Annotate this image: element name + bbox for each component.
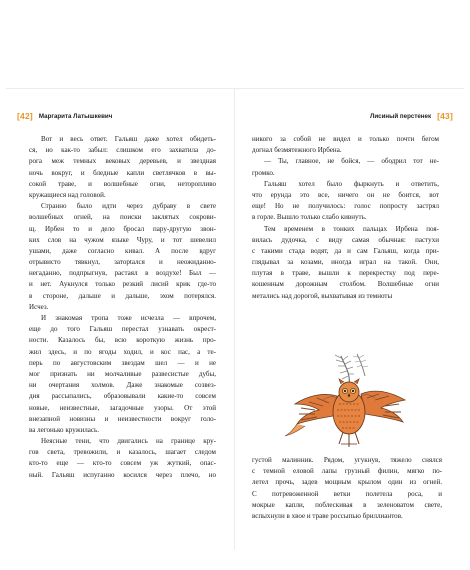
text-line: глядывал за козами, иногда играл на такой. Они, bbox=[252, 258, 439, 267]
left-page-header bbox=[17, 110, 112, 122]
text-line: перь по августовским звездам шел — и не bbox=[29, 358, 216, 367]
text-line: ушами, даже согласно кивал. А после вдруг bbox=[29, 246, 216, 255]
text-line: Странно было идти через дубраву в свете bbox=[41, 202, 216, 211]
left-page bbox=[0, 90, 235, 550]
text-line: кто-то еще — кто-то совсем уж жуткий, опас- bbox=[29, 459, 216, 468]
text-line: ва легонько кружилась. bbox=[29, 425, 100, 434]
right-page-number: [43] bbox=[437, 111, 453, 121]
text-line: Неясные тени, что двигались на границе кру- bbox=[41, 437, 216, 446]
owl-drawing bbox=[279, 352, 419, 450]
text-line: густой малинник. Рядом, угукнув, тяжело снялся bbox=[252, 456, 442, 464]
text-line: громко. bbox=[252, 168, 275, 177]
text-line: ный. Гальяш испуганно косился через плечо, но bbox=[29, 470, 216, 479]
text-line: внезапной новизны и неизвестности вокруг голо- bbox=[29, 414, 216, 423]
text-line: летел прочь, задев мощным крылом один из огней. bbox=[252, 478, 442, 487]
text-line: И знакомая тропа тоже исчезла — впрочем, bbox=[41, 314, 216, 322]
text-line: Вот и весь ответ. Гальяш даже хотел обидеть- bbox=[41, 135, 216, 143]
text-line: метались над дорогой, выхватывая из темноты bbox=[252, 291, 393, 300]
text-line: мокрые капли, поблескивая в зеленоватом свете, bbox=[252, 500, 442, 509]
left-page-text bbox=[29, 134, 216, 481]
text-line: плутая в траве, вышли к перекрестку под пере- bbox=[252, 269, 439, 278]
text-line: новые, неизвестные, загадочные узоры. От этой bbox=[29, 403, 216, 412]
text-line: ся, но как-то забыл: слишком его захватила до- bbox=[29, 146, 216, 155]
text-line: волшебных огней, на поиски заклятых сокрови- bbox=[29, 213, 216, 222]
text-line: в горле. Вышло только слабо кивнуть. bbox=[252, 213, 367, 222]
text-line: ких слов на чужом языке Чуру, и тот шевелил bbox=[29, 235, 216, 244]
text-line: еще до того Гальяш перестал узнавать окрест- bbox=[29, 325, 216, 334]
text-line: догнал безмятежного Ирбена. bbox=[252, 146, 342, 155]
right-page bbox=[235, 90, 470, 550]
text-line: гов света, тревожили, и казалось, шагает следом bbox=[29, 448, 216, 457]
text-line: в стороне, дальше и дальше, эхом потерялся. bbox=[29, 291, 216, 300]
left-page-number: [42] bbox=[17, 111, 33, 121]
text-line: с такими стада водят, да и сам Гальяш, когда при- bbox=[252, 246, 439, 255]
text-line: ни очертания холмов. Даже знакомые созвез- bbox=[29, 381, 216, 390]
text-line: негаданно, подпрыгнув, растаял в воздухе! Был — bbox=[29, 269, 216, 278]
text-line: сокой траве, и волшебные огни, неторопливо bbox=[29, 179, 216, 188]
text-line: — Ты, главное, не бойся, — ободрил тот не- bbox=[264, 157, 439, 166]
text-line: кружащиеся над головой. bbox=[29, 190, 106, 199]
text-line: жил здесь, и по ягоды ходил, и кос пас, а те- bbox=[29, 347, 216, 356]
text-line: кошенным дорожным столбом. Волшебные огни bbox=[252, 280, 439, 289]
text-line: что ерунда это все, ничего он не боится, вот bbox=[252, 190, 439, 199]
text-line: ности. Казалось бы, всю короткую жизнь про- bbox=[29, 336, 216, 345]
text-line: вспыхнули в хвое и траве россыпью бриллиантов. bbox=[252, 511, 403, 520]
text-line: с темной еловой лапы грузный филин, мягко по- bbox=[252, 467, 442, 476]
text-line: мог признать ни молчаливые развесистые дубы, bbox=[29, 369, 216, 378]
text-line: и нет. Аукнулся только резкий лисий крик где-то bbox=[29, 280, 216, 289]
text-line: никого за собой не видел и только почти бегом bbox=[252, 135, 439, 143]
text-line: Тем временем в тонких пальцах Ирбена поя- bbox=[264, 224, 439, 233]
text-line: Исчез. bbox=[29, 302, 49, 311]
right-page-text-lower bbox=[252, 455, 442, 522]
text-line: рога меж темных вековых деревьев, и звездная bbox=[29, 157, 216, 166]
right-page-header bbox=[370, 110, 453, 122]
text-line: еще! Но не получилось: голос попросту застрял bbox=[252, 202, 439, 211]
text-line: С потревоженной ветки полетела роса, и bbox=[252, 489, 442, 498]
text-line: вилась дудочка, с виду самая обычная: пастухи bbox=[252, 235, 439, 244]
text-line: Гальяш хотел было фыркнуть и ответить, bbox=[264, 179, 439, 188]
text-line: дия рассыпались, образовывали какие-то совсем bbox=[29, 392, 216, 401]
owl-illustration-icon bbox=[279, 352, 419, 450]
left-running-head: Маргарита Латышкевич bbox=[38, 112, 113, 120]
right-running-head: Лисиный перстенек bbox=[369, 112, 432, 120]
text-line: отрывисто тявкнул, затоptался и неожиданно- bbox=[29, 258, 216, 267]
text-line: щ. Ирбен то и дело бросал пару-другую звон- bbox=[29, 224, 216, 233]
right-page-text-upper bbox=[252, 134, 439, 302]
text-line: ночь вокруг, и бледные капли светлячков в вы- bbox=[29, 168, 216, 177]
